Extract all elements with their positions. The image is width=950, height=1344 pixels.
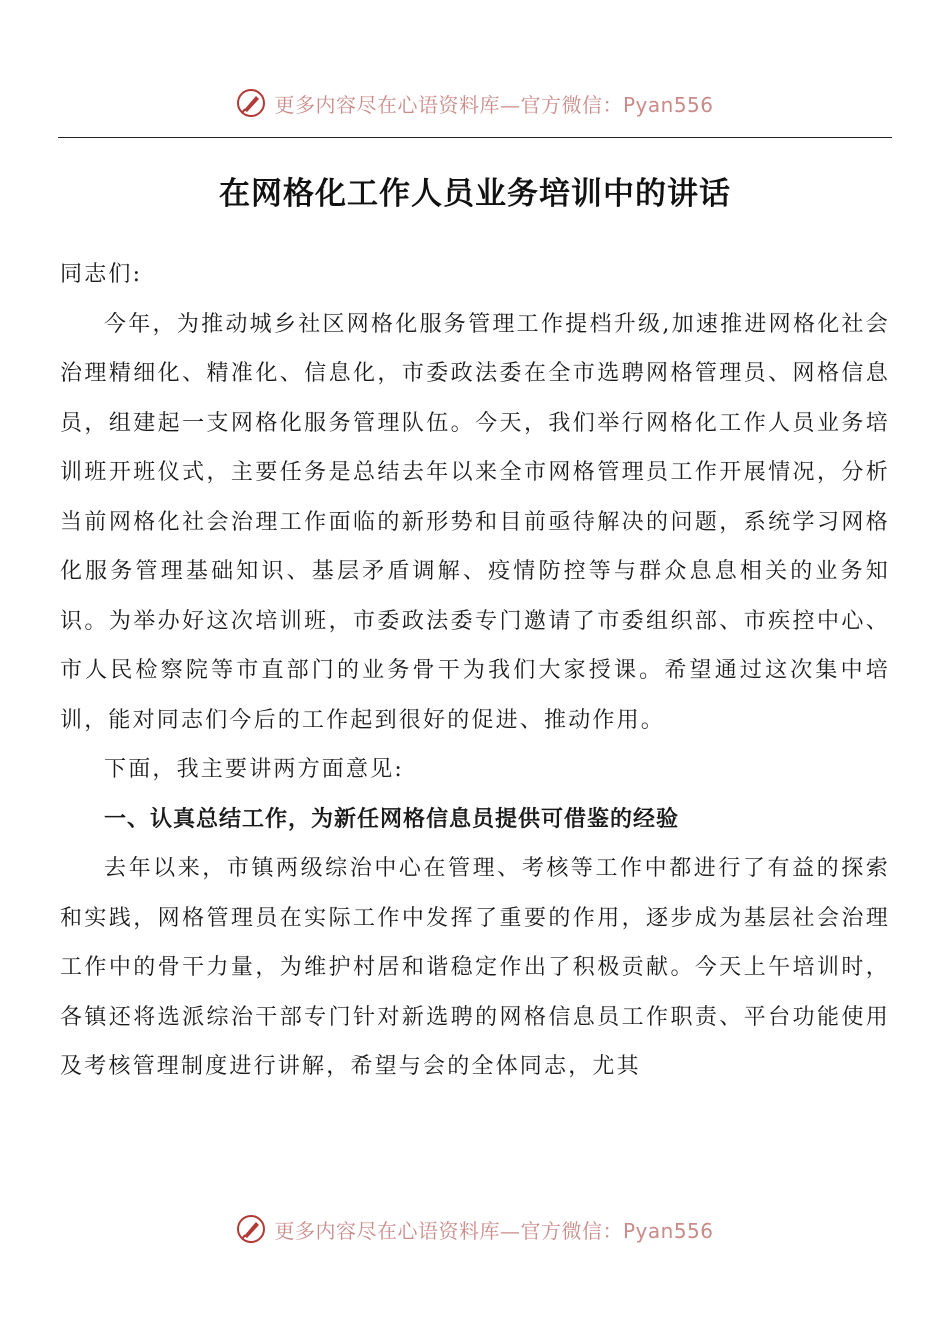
watermark-text: 更多内容尽在心语资料库—官方微信：Pyan556 [274,1218,714,1243]
footer-watermark [0,1212,950,1246]
document-body [60,250,890,1092]
header-divider [58,137,892,138]
watermark-text: 更多内容尽在心语资料库—官方微信：Pyan556 [274,92,714,117]
quill-logo-icon [236,88,266,118]
body-paragraph: 今年，为推动城乡社区网格化服务管理工作提档升级,加速推进网格化社会治理精细化、精准化、信息化，市委政法委在全市选聘网格管理员、网格信息员，组建起一支网格化服务管理队伍。今天，我们举行网格化工作人员业务培训班开班仪式，主要任务是总结去年以来全市网格管理员工作开展情况，分析当前网格化社会治理工作面临的新形势和目前亟待解决的问题，系统学习网格化服务管理基础知识、基层矛盾调解、疫情防控等与群众息息相关的业务知识。为举办好这次培训班，市委政法委专门邀请了市委组织部、市疾控中心、市人民检察院等市直部门的业务骨干为我们大家授课。希望通过这次集中培训，能对同志们今后的工作起到很好的促进、推动作用。 [60,311,890,733]
salutation: 同志们: [60,262,143,287]
watermark-id: Pyan556 [622,92,714,117]
body-paragraph: 去年以来，市镇两级综治中心在管理、考核等工作中都进行了有益的探索和实践，网格管理员在实际工作中发挥了重要的作用，逐步成为基层社会治理工作中的骨干力量，为维护村居和谐稳定作出了积极贡献。今天上午培训时，各镇还将选派综治干部专门针对新选聘的网格信息员工作职责、平台功能使用及考核管理制度进行讲解，希望与会的全体同志，尤其 [60,856,890,1079]
quill-logo-icon [236,1214,266,1244]
body-paragraph: 下面，我主要讲两方面意见: [104,757,405,782]
document-title: 在网格化工作人员业务培训中的讲话 [219,176,731,212]
section-heading: 一、认真总结工作，为新任网格信息员提供可借鉴的经验 [104,806,680,832]
watermark-id: Pyan556 [622,1218,714,1243]
header-watermark [0,86,950,120]
